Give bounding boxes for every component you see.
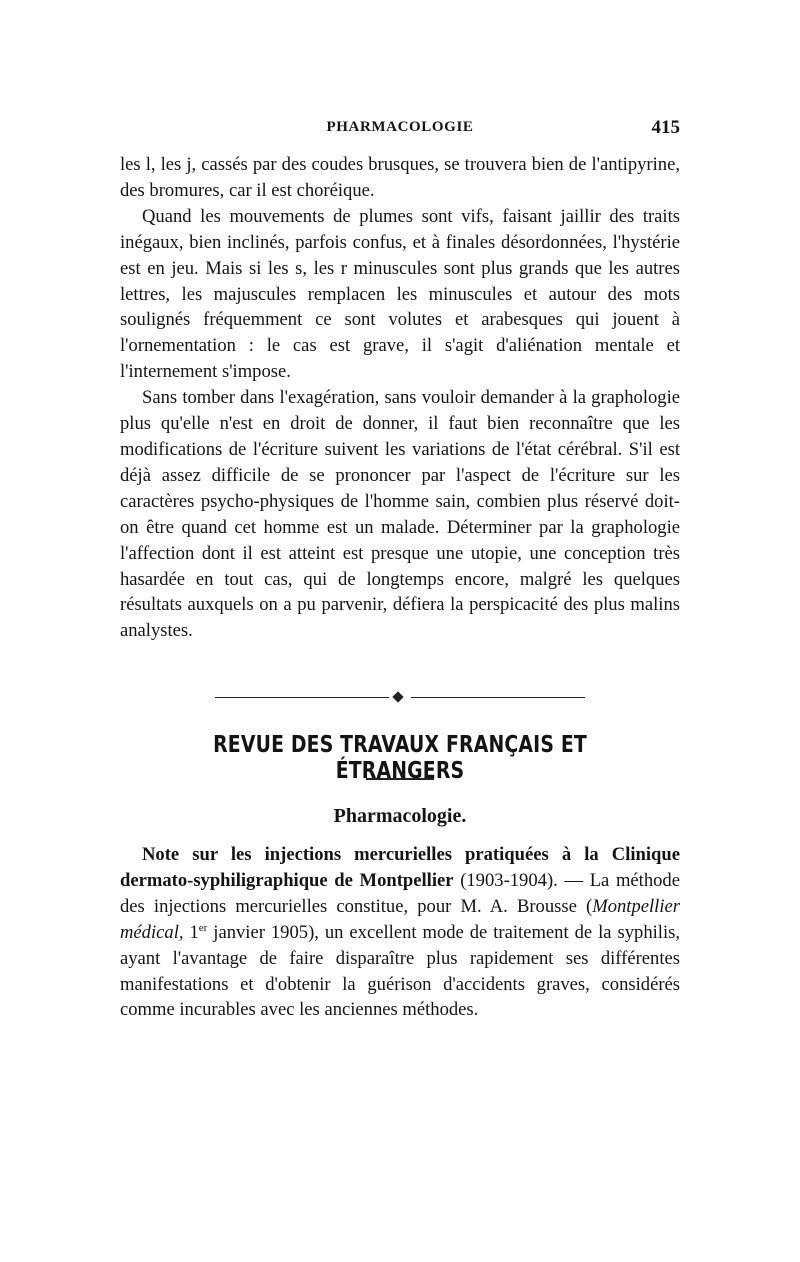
ornamental-divider	[215, 692, 585, 704]
article-text	[120, 842, 680, 1023]
short-rule	[366, 778, 434, 780]
running-head	[120, 117, 680, 139]
article-text-a: La méthode des injections mercurielles constitue, pour M. A. Brousse (	[120, 869, 680, 917]
article-title: Note sur les injections mercurielles pratiquées à la Clinique dermato-syphiligraphique de Montpellier	[120, 844, 680, 891]
date-day: 1	[189, 921, 199, 943]
page-number: 415	[651, 117, 680, 138]
body-text	[120, 152, 680, 644]
divider-line	[215, 697, 389, 698]
diamond-ornament-icon	[392, 691, 403, 702]
paragraph: les l, les j, cassés par des coudes brusques, se trouvera bien de l'antipyrine, des bromures, car il est choréique.	[120, 154, 680, 201]
subheading: Pharmacologie.	[333, 805, 467, 827]
section-title: REVUE DES TRAVAUX FRANÇAIS ET ÉTRANGERS	[213, 732, 587, 784]
article-years: (1903-1904).	[460, 869, 558, 891]
article-paragraph	[120, 842, 680, 1023]
paragraph: Sans tomber dans l'exagération, sans vouloir demander à la graphologie plus qu'elle n'est en droit de donner, il faut bien reconnaître que les modifications de l'écriture suivent les variations de l'état cérébral. S'il est déjà assez difficile de se prononcer par l'aspect de l'écriture sur les caractères psycho-physiques de l'homme sain, combien plus réservé doit-on être quand cet homme est un malade. Déterminer par la graphologie l'affection dont il est atteint est presque une utopie, une conception très hasardée en tout cas, qui de longtemps encore, malgré les quelques résultats auxquels on a pu parvenir, défiera la perspicacité des plus malins analystes.	[120, 387, 680, 642]
divider-line	[411, 697, 585, 698]
running-title: PHARMACOLOGIE	[326, 119, 474, 135]
article-text-b: ), un excellent mode de traitement de la syphilis, ayant l'avantage de faire disparaître plus rapidement ses différentes manifestations et d'obtenir la guérison d'accidents graves, considérés comme incurables avec les anciennes méthodes.	[120, 921, 681, 1021]
article-dash: —	[564, 869, 584, 891]
date-superscript: er	[198, 921, 208, 934]
journal-name: Montpellier médical,	[120, 895, 680, 943]
paragraph: Quand les mouvements de plumes sont vifs, faisant jaillir des traits inégaux, bien inclinés, parfois confus, et à finales désordonnées, l'hystérie est en jeu. Mais si les s, les r minuscules sont plus grands que les autres lettres, les majuscules remplacen les minuscules et autour des mots soulignés fréquemment ce sont volutes et arabesques qui jouent à l'ornementation : le cas est grave, il s'agit d'aliénation mentale et l'internement s'impose.	[120, 205, 680, 383]
date-rest: janvier 1905	[213, 921, 309, 943]
